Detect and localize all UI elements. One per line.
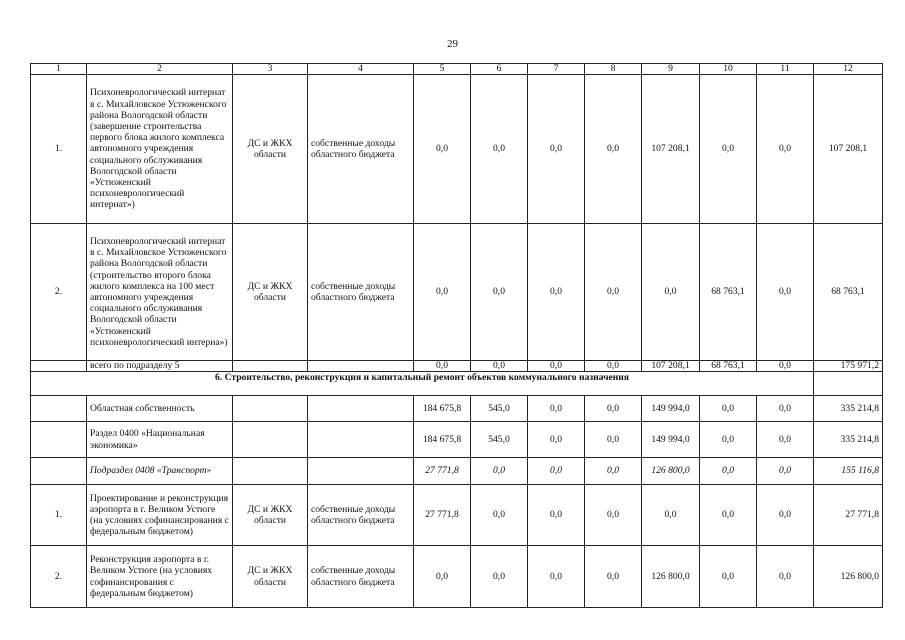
value-cell: 0,0 <box>471 75 528 224</box>
value-cell: 155 116,8 <box>814 458 883 485</box>
column-header: 8 <box>585 64 642 75</box>
value-cell: 0,0 <box>528 458 585 485</box>
table-row <box>31 224 883 361</box>
value-cell: 149 994,0 <box>642 422 700 458</box>
value-cell: 0,0 <box>585 458 642 485</box>
value-cell: 0,0 <box>757 396 814 422</box>
column-header: 11 <box>757 64 814 75</box>
value-cell: 0,0 <box>700 546 757 608</box>
value-cell: 0,0 <box>471 458 528 485</box>
funding-source: собственные доходы областного бюджета <box>308 224 414 361</box>
object-name: Проектирование и реконструкция аэропорта в г. Великом Устюге (на условиях софинансирования с федеральным бюджетом) <box>87 485 233 546</box>
executor: ДС и ЖКХ области <box>233 485 308 546</box>
value-cell: 0,0 <box>471 361 528 372</box>
section-heading-row <box>31 372 883 396</box>
value-cell: 107 208,1 <box>642 75 700 224</box>
funding-source: собственные доходы областного бюджета <box>308 485 414 546</box>
value-cell: 0,0 <box>414 361 471 372</box>
value-cell: 0,0 <box>585 485 642 546</box>
page-number: 29 <box>447 38 458 50</box>
value-cell: 0,0 <box>700 458 757 485</box>
value-cell: 0,0 <box>757 422 814 458</box>
value-cell: 27 771,8 <box>414 458 471 485</box>
value-cell: 0,0 <box>585 75 642 224</box>
executor: ДС и ЖКХ области <box>233 546 308 608</box>
value-cell: 0,0 <box>528 422 585 458</box>
row-number: 2. <box>31 224 87 361</box>
table-row <box>31 422 883 458</box>
column-header: 10 <box>700 64 757 75</box>
value-cell: 0,0 <box>700 485 757 546</box>
value-cell: 0,0 <box>757 485 814 546</box>
value-cell: 0,0 <box>585 422 642 458</box>
value-cell: 0,0 <box>471 224 528 361</box>
table-row <box>31 396 883 422</box>
value-cell: 68 763,1 <box>814 224 883 361</box>
value-cell: 107 208,1 <box>642 361 700 372</box>
column-header: 5 <box>414 64 471 75</box>
object-name: Психоневрологический интернат в с. Михайловское Устюженского района Вологодской области (строительство второго блока жилого комплекса на 100 мест автономного учреждения социального обслуживания Вологодской области «Устюженский психоневрологический интерна») <box>87 224 233 361</box>
column-header: 7 <box>528 64 585 75</box>
value-cell: 175 971,2 <box>814 361 883 372</box>
value-cell: 545,0 <box>471 422 528 458</box>
subtotal-label: всего по подразделу 5 <box>87 361 233 372</box>
value-cell: 126 800,0 <box>642 458 700 485</box>
value-cell: 149 994,0 <box>642 396 700 422</box>
row-label: Раздел 0400 «Национальная экономика» <box>87 422 233 458</box>
object-name: Реконструкция аэропорта в г. Великом Устюге (на условиях софинансирования с федеральным бюджетом) <box>87 546 233 608</box>
funding-source: собственные доходы областного бюджета <box>308 546 414 608</box>
value-cell: 0,0 <box>414 224 471 361</box>
value-cell: 0,0 <box>528 485 585 546</box>
value-cell: 0,0 <box>642 224 700 361</box>
table-row <box>31 485 883 546</box>
row-label: Областная собственность <box>87 396 233 422</box>
value-cell: 0,0 <box>700 422 757 458</box>
value-cell: 0,0 <box>414 75 471 224</box>
executor: ДС и ЖКХ области <box>233 224 308 361</box>
value-cell: 184 675,8 <box>414 396 471 422</box>
value-cell: 0,0 <box>700 396 757 422</box>
value-cell: 0,0 <box>528 361 585 372</box>
value-cell: 0,0 <box>471 546 528 608</box>
value-cell: 0,0 <box>757 224 814 361</box>
value-cell: 0,0 <box>700 75 757 224</box>
value-cell: 0,0 <box>585 224 642 361</box>
column-header: 12 <box>814 64 883 75</box>
row-number: 1. <box>31 485 87 546</box>
value-cell: 0,0 <box>528 224 585 361</box>
section-title: 6. Строительство, реконструкция и капитальный ремонт объектов коммунального назначения <box>31 372 814 396</box>
table-row <box>31 75 883 224</box>
value-cell: 335 214,8 <box>814 422 883 458</box>
value-cell: 335 214,8 <box>814 396 883 422</box>
value-cell: 68 763,1 <box>700 224 757 361</box>
table-row <box>31 458 883 485</box>
value-cell: 184 675,8 <box>414 422 471 458</box>
value-cell: 0,0 <box>585 396 642 422</box>
value-cell: 0,0 <box>414 546 471 608</box>
value-cell: 27 771,8 <box>814 485 883 546</box>
column-header: 3 <box>233 64 308 75</box>
subtotal-row <box>31 361 883 372</box>
value-cell: 107 208,1 <box>814 75 883 224</box>
row-number: 1. <box>31 75 87 224</box>
value-cell: 0,0 <box>528 396 585 422</box>
object-name: Психоневрологический интернат в с. Михайловское Устюженского района Вологодской области (завершение строительства первого блока жилого комплекса автономного учреждения социального обслуживания Вологодской области «Устюженский психоневрологический интернат») <box>87 75 233 224</box>
value-cell: 126 800,0 <box>642 546 700 608</box>
value-cell: 0,0 <box>585 546 642 608</box>
value-cell: 0,0 <box>471 485 528 546</box>
value-cell: 0,0 <box>757 546 814 608</box>
column-header: 2 <box>87 64 233 75</box>
value-cell: 0,0 <box>528 75 585 224</box>
value-cell: 0,0 <box>757 458 814 485</box>
column-header: 6 <box>471 64 528 75</box>
table-row <box>31 546 883 608</box>
funding-source: собственные доходы областного бюджета <box>308 75 414 224</box>
value-cell: 545,0 <box>471 396 528 422</box>
value-cell: 68 763,1 <box>700 361 757 372</box>
column-header: 9 <box>642 64 700 75</box>
value-cell: 0,0 <box>642 485 700 546</box>
column-header: 4 <box>308 64 414 75</box>
value-cell: 0,0 <box>757 361 814 372</box>
value-cell: 126 800,0 <box>814 546 883 608</box>
value-cell: 27 771,8 <box>414 485 471 546</box>
column-header: 1 <box>31 64 87 75</box>
row-number: 2. <box>31 546 87 608</box>
row-label: Подраздел 0408 «Транспорт» <box>87 458 233 485</box>
column-number-row <box>31 64 883 75</box>
value-cell: 0,0 <box>528 546 585 608</box>
budget-table <box>30 63 883 608</box>
executor: ДС и ЖКХ области <box>233 75 308 224</box>
value-cell: 0,0 <box>757 75 814 224</box>
value-cell: 0,0 <box>585 361 642 372</box>
